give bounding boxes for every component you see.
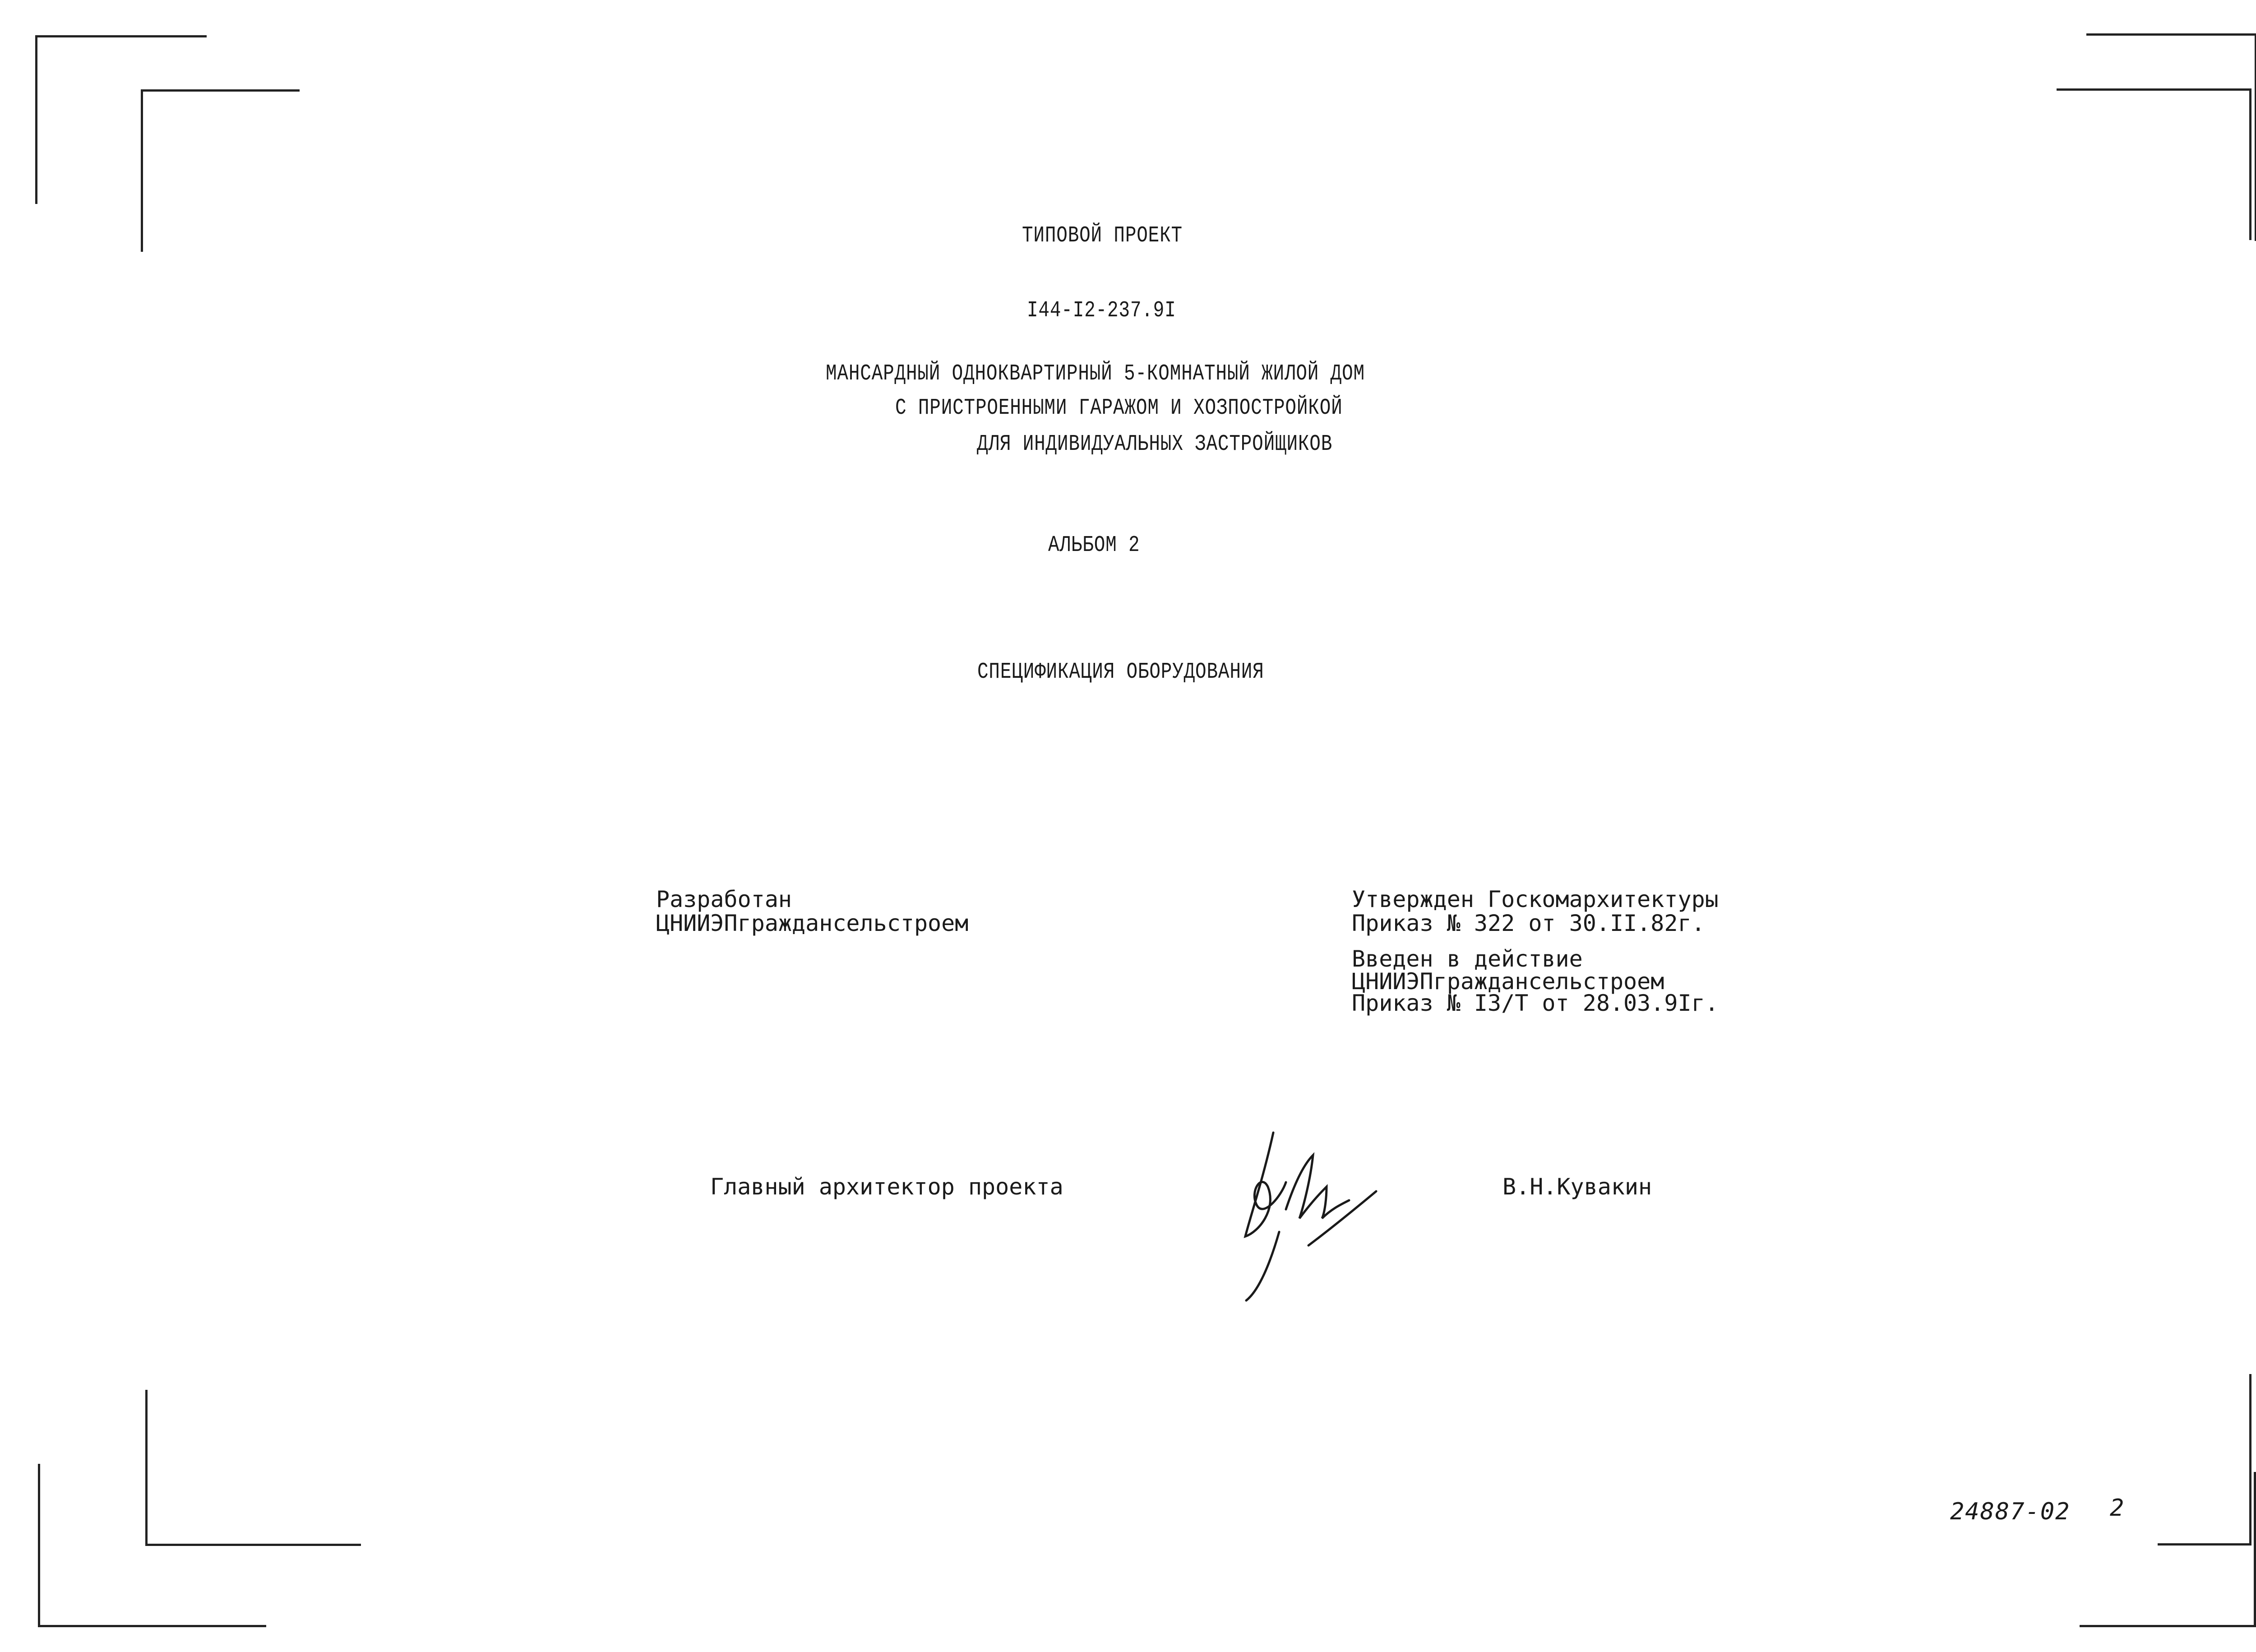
frame-mark-bottom-right-outer-v bbox=[2254, 1472, 2256, 1627]
document-type-label: ТИПОВОЙ ПРОЕКТ bbox=[1022, 223, 1183, 249]
frame-mark-bottom-right-inner-h bbox=[2158, 1543, 2251, 1546]
approval-line-1: Утвержден Госкомархитектуры bbox=[1352, 886, 1719, 912]
archive-code: 24887-02 bbox=[1950, 1498, 2071, 1525]
frame-mark-top-left-inner-h bbox=[141, 89, 300, 92]
signature-image bbox=[1236, 1128, 1385, 1318]
frame-mark-bottom-left-inner-v bbox=[145, 1390, 148, 1546]
developer-line-1: Разработан bbox=[656, 886, 792, 912]
frame-mark-top-right-inner-h bbox=[2057, 88, 2251, 91]
section-title: СПЕЦИФИКАЦИЯ ОБОРУДОВАНИЯ bbox=[977, 659, 1264, 685]
frame-mark-bottom-right-outer-h bbox=[2080, 1625, 2256, 1627]
approval-line-2: Приказ № 322 от 30.II.82г. bbox=[1352, 910, 1705, 936]
frame-mark-bottom-left-outer-v bbox=[38, 1464, 40, 1627]
frame-mark-top-right-inner-v bbox=[2249, 88, 2251, 240]
title-line-2: С ПРИСТРОЕННЫМИ ГАРАЖОМ И ХОЗПОСТРОЙКОЙ bbox=[895, 395, 1343, 421]
album-label: АЛЬБОМ 2 bbox=[1048, 532, 1140, 558]
title-line-3: ДЛЯ ИНДИВИДУАЛЬНЫХ ЗАСТРОЙЩИКОВ bbox=[977, 431, 1333, 457]
frame-mark-top-right-outer-h bbox=[2086, 33, 2256, 36]
frame-mark-bottom-left-outer-h bbox=[38, 1625, 266, 1627]
frame-mark-bottom-left-inner-h bbox=[145, 1544, 361, 1546]
developer-line-2: ЦНИИЭПграждансельстроем bbox=[656, 910, 969, 936]
project-code: I44-I2-237.9I bbox=[1027, 298, 1176, 324]
frame-mark-top-left-inner-v bbox=[141, 89, 143, 252]
title-line-1: МАНСАРДНЫЙ ОДНОКВАРТИРНЫЙ 5-КОМНАТНЫЙ ЖИЛОЙ ДОМ bbox=[826, 361, 1365, 387]
approval-line-5: Приказ № I3/Т от 28.03.9Iг. bbox=[1352, 990, 1719, 1016]
archive-page-number: 2 bbox=[2110, 1495, 2125, 1522]
frame-mark-top-left-outer-h bbox=[35, 35, 207, 37]
chief-architect-name: В.Н.Кувакин bbox=[1502, 1174, 1652, 1200]
frame-mark-top-left-outer-v bbox=[35, 35, 37, 204]
approval-line-3: Введен в действие bbox=[1352, 946, 1583, 972]
approval-line-4: ЦНИИЭПграждансельстроем bbox=[1352, 968, 1664, 995]
frame-mark-bottom-right-inner-v bbox=[2249, 1374, 2251, 1546]
chief-architect-role: Главный архитектор проекта bbox=[710, 1174, 1063, 1200]
